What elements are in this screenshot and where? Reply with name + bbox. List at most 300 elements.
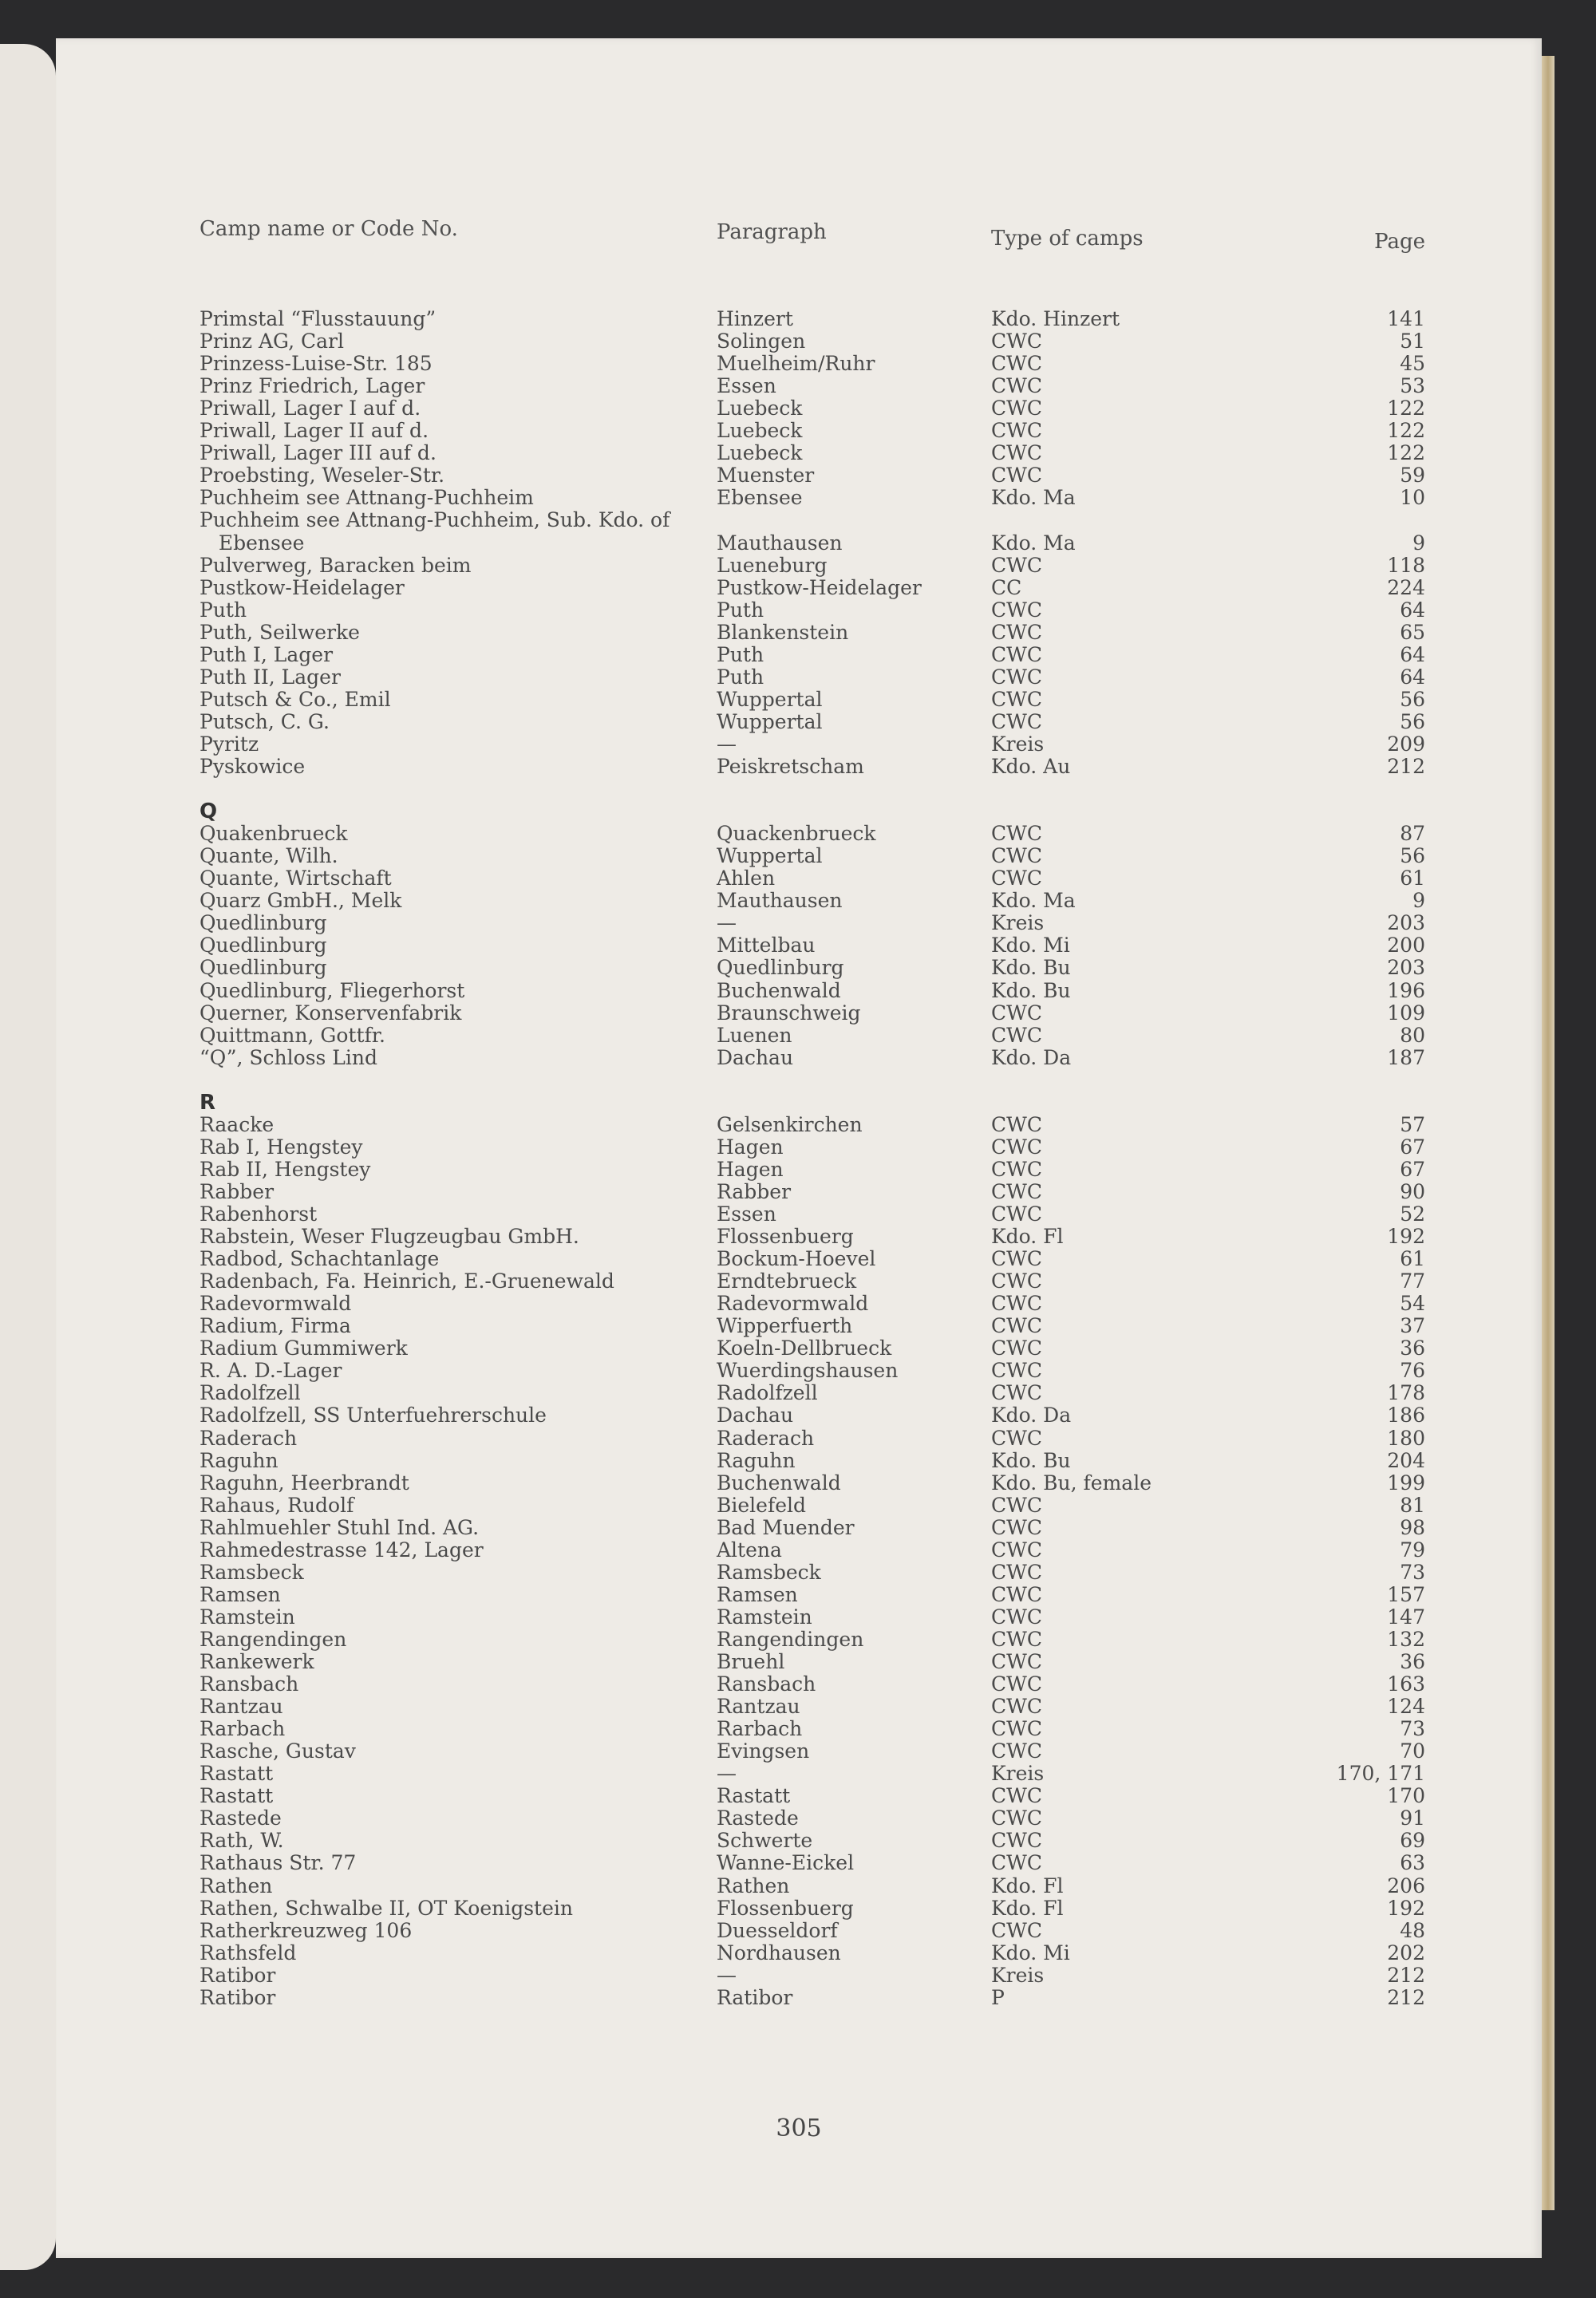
camp-name: Radium, Firma: [200, 1314, 351, 1338]
table-row: [56, 1136, 1542, 1159]
camp-name: Quarz GmbH., Melk: [200, 889, 402, 913]
camp-type-cell: CWC: [991, 397, 1042, 421]
page-ref-cell: 203: [1387, 956, 1425, 980]
camp-type-cell: CWC: [991, 1247, 1042, 1271]
camp-name: Rastatt: [200, 1784, 274, 1808]
table-row: [56, 1382, 1542, 1404]
camp-type-cell: CWC: [991, 1202, 1042, 1226]
table-row: [56, 1427, 1542, 1450]
camp-type-cell: CWC: [991, 464, 1042, 488]
page-ref-cell: 212: [1387, 1985, 1425, 2009]
camp-name: R. A. D.-Lager: [200, 1359, 342, 1383]
table-row: [56, 1069, 1542, 1092]
paragraph-cell: Luebeck: [717, 397, 803, 421]
section-heading-row: [56, 800, 1542, 823]
camp-name: Pulverweg, Baracken beim: [200, 553, 472, 577]
camp-type-cell: Kdo. Da: [991, 1045, 1072, 1069]
page-ref-cell: 73: [1400, 1717, 1425, 1741]
camp-type-cell: CWC: [991, 709, 1042, 733]
camp-type-cell: CWC: [991, 1672, 1042, 1696]
table-row: [56, 1404, 1542, 1427]
camp-name: Quedlinburg, Fliegerhorst: [200, 978, 465, 1002]
paragraph-cell: Ransbach: [717, 1672, 816, 1696]
page-ref-cell: 56: [1400, 844, 1425, 868]
page-ref-cell: 204: [1387, 1448, 1425, 1472]
table-row: [56, 420, 1542, 442]
table-row: [56, 756, 1542, 778]
page-ref-cell: 192: [1387, 1896, 1425, 1920]
paragraph-cell: Luenen: [717, 1023, 792, 1047]
camp-type-cell: Kdo. Au: [991, 755, 1071, 778]
camp-type-cell: Kdo. Ma: [991, 889, 1076, 913]
camp-name: Radenbach, Fa. Heinrich, E.-Gruenewald: [200, 1269, 614, 1293]
camp-type-cell: CWC: [991, 1717, 1042, 1741]
table-row: [56, 353, 1542, 375]
page-ref-cell: 132: [1387, 1627, 1425, 1651]
page-ref-cell: 69: [1400, 1829, 1425, 1853]
paragraph-cell: Lueneburg: [717, 553, 828, 577]
page-ref-cell: 65: [1400, 620, 1425, 644]
paragraph-cell: Quackenbrueck: [717, 822, 876, 846]
camp-name: Puth II, Lager: [200, 665, 341, 689]
page-ref-cell: 118: [1387, 553, 1425, 577]
camp-type-cell: Kdo. Fl: [991, 1874, 1064, 1897]
paragraph-cell: Rastatt: [717, 1784, 791, 1808]
camp-type-cell: CWC: [991, 1269, 1042, 1293]
table-row: [56, 1159, 1542, 1181]
camp-name: Radbod, Schachtanlage: [200, 1247, 440, 1271]
table-row: [56, 555, 1542, 577]
table-row: [56, 1897, 1542, 1920]
table-row: [56, 1494, 1542, 1517]
paragraph-cell: Schwerte: [717, 1829, 813, 1853]
page-ref-cell: 10: [1400, 486, 1425, 510]
camp-type-cell: CWC: [991, 374, 1042, 398]
camp-name: Ramsbeck: [200, 1560, 304, 1584]
page-ref-cell: 178: [1387, 1381, 1425, 1405]
table-row: [56, 487, 1542, 509]
table-row: [56, 1248, 1542, 1270]
page-ref-cell: 199: [1387, 1471, 1425, 1494]
camp-name: Rangendingen: [200, 1627, 347, 1651]
page-ref-cell: 90: [1400, 1179, 1425, 1203]
paragraph-cell: Buchenwald: [717, 978, 841, 1002]
camp-type-cell: Kdo. Da: [991, 1404, 1072, 1427]
paragraph-cell: Ramsen: [717, 1582, 798, 1606]
page-ref-cell: 77: [1400, 1269, 1425, 1293]
page-ref-cell: 64: [1400, 665, 1425, 689]
paragraph-cell: Muenster: [717, 464, 815, 488]
camp-name: Rantzau: [200, 1695, 283, 1719]
paragraph-cell: Essen: [717, 374, 776, 398]
camp-name: Quakenbrueck: [200, 822, 348, 846]
camp-name: Rahmedestrasse 142, Lager: [200, 1538, 484, 1562]
page-ref-cell: 170: [1387, 1784, 1425, 1808]
camp-name: Quante, Wirtschaft: [200, 867, 392, 890]
camp-type-cell: CWC: [991, 1426, 1042, 1450]
page-ref-cell: 64: [1400, 598, 1425, 622]
table-row: [56, 1226, 1542, 1248]
table-row: [56, 1337, 1542, 1360]
page-ref-cell: 79: [1400, 1538, 1425, 1562]
paragraph-cell: Mauthausen: [717, 889, 843, 913]
camp-type-cell: CWC: [991, 1739, 1042, 1763]
camp-type-cell: P: [991, 1985, 1005, 2009]
camp-type-cell: CWC: [991, 1135, 1042, 1159]
camp-type-cell: Kdo. Bu, female: [991, 1471, 1152, 1494]
page-ref-cell: 192: [1387, 1225, 1425, 1249]
page-ref-cell: 212: [1387, 1963, 1425, 1987]
camp-type-cell: Kdo. Ma: [991, 531, 1076, 555]
table-row: [56, 599, 1542, 622]
paragraph-cell: —: [717, 732, 737, 756]
table-row: [56, 1360, 1542, 1382]
camp-name: Priwall, Lager III auf d.: [200, 441, 437, 465]
page-ref-cell: 91: [1400, 1806, 1425, 1830]
paragraph-cell: Rangendingen: [717, 1627, 864, 1651]
page-ref-cell: 70: [1400, 1739, 1425, 1763]
table-row: [56, 330, 1542, 353]
camp-type-cell: Kdo. Mi: [991, 1941, 1070, 1964]
camp-name: Primstal “Flusstauung”: [200, 307, 437, 330]
paragraph-cell: —: [717, 1762, 737, 1786]
page-stack-edge: [1542, 56, 1555, 2210]
camp-type-cell: CWC: [991, 1784, 1042, 1808]
camp-name: Raguhn, Heerbrandt: [200, 1471, 409, 1494]
table-row: [56, 442, 1542, 464]
camp-type-cell: CWC: [991, 1829, 1042, 1853]
table-row: [56, 890, 1542, 912]
paragraph-cell: Bockum-Hoevel: [717, 1247, 876, 1271]
table-row: [56, 867, 1542, 890]
page-ref-cell: 56: [1400, 687, 1425, 711]
camp-type-cell: CWC: [991, 1337, 1042, 1360]
camp-name: Rab I, Hengstey: [200, 1135, 363, 1159]
camp-name: Radevormwald: [200, 1292, 352, 1316]
camp-name: Puth I, Lager: [200, 642, 334, 666]
paragraph-cell: Hagen: [717, 1135, 784, 1159]
camp-name: Quedlinburg: [200, 956, 327, 980]
camp-name: Proebsting, Weseler-Str.: [200, 464, 445, 488]
camp-name: Rathaus Str. 77: [200, 1851, 357, 1875]
page-ref-cell: 59: [1400, 464, 1425, 488]
page-ref-cell: 81: [1400, 1493, 1425, 1517]
camp-name: Priwall, Lager II auf d.: [200, 419, 429, 443]
camp-name: Putsch & Co., Emil: [200, 687, 391, 711]
paragraph-cell: Evingsen: [717, 1739, 810, 1763]
paragraph-cell: Wanne-Eickel: [717, 1851, 855, 1875]
camp-type-cell: CWC: [991, 1806, 1042, 1830]
page-ref-cell: 98: [1400, 1515, 1425, 1539]
camp-type-cell: CWC: [991, 1627, 1042, 1651]
camp-name: Puchheim see Attnang-Puchheim: [200, 486, 534, 510]
page-ref-cell: 124: [1387, 1695, 1425, 1719]
table-row: [56, 1047, 1542, 1069]
camp-type-cell: CWC: [991, 598, 1042, 622]
camp-name: Puchheim see Attnang-Puchheim, Sub. Kdo. of: [200, 508, 670, 532]
paragraph-cell: Solingen: [717, 330, 806, 353]
paragraph-cell: Rantzau: [717, 1695, 800, 1719]
page-ref-cell: 61: [1400, 867, 1425, 890]
table-row: [56, 1740, 1542, 1763]
camp-name: Rabstein, Weser Flugzeugbau GmbH.: [200, 1225, 579, 1249]
paragraph-cell: Puth: [717, 598, 764, 622]
paragraph-cell: Radolfzell: [717, 1381, 818, 1405]
page-ref-cell: 36: [1400, 1337, 1425, 1360]
camp-type-cell: CWC: [991, 419, 1042, 443]
paragraph-cell: Wuppertal: [717, 709, 823, 733]
camp-type-cell: CC: [991, 575, 1022, 599]
camp-name: Ebensee: [200, 531, 305, 555]
table-row: [56, 1450, 1542, 1472]
page-ref-cell: 73: [1400, 1560, 1425, 1584]
camp-type-cell: CWC: [991, 1560, 1042, 1584]
paragraph-cell: Blankenstein: [717, 620, 849, 644]
paragraph-cell: Hinzert: [717, 307, 793, 330]
camp-type-cell: CWC: [991, 1112, 1042, 1136]
column-header-page: Page: [1374, 230, 1425, 254]
page-ref-cell: 209: [1387, 732, 1425, 756]
camp-name: Ratibor: [200, 1963, 276, 1987]
table-row: [56, 1673, 1542, 1696]
table-row: [56, 397, 1542, 420]
camp-name: Rankewerk: [200, 1650, 314, 1673]
paragraph-cell: Rastede: [717, 1806, 799, 1830]
camp-type-cell: CWC: [991, 867, 1042, 890]
camp-name: Rahlmuehler Stuhl Ind. AG.: [200, 1515, 480, 1539]
table-row: [56, 823, 1542, 845]
paragraph-cell: Wuppertal: [717, 844, 823, 868]
paragraph-cell: Flossenbuerg: [717, 1896, 854, 1920]
column-header-name: Camp name or Code No.: [200, 217, 458, 241]
paragraph-cell: Ramsbeck: [717, 1560, 821, 1584]
camp-name: Rahaus, Rudolf: [200, 1493, 354, 1517]
paragraph-cell: Wuppertal: [717, 687, 823, 711]
camp-type-cell: CWC: [991, 1582, 1042, 1606]
page-ref-cell: 109: [1387, 1001, 1425, 1025]
camp-name: Quedlinburg: [200, 934, 327, 958]
document-page: [56, 38, 1542, 2258]
camp-type-cell: Kdo. Fl: [991, 1225, 1064, 1249]
table-row: [56, 1875, 1542, 1897]
table-row: [56, 1539, 1542, 1562]
page-ref-cell: 141: [1387, 307, 1425, 330]
camp-type-cell: CWC: [991, 687, 1042, 711]
table-row: [56, 622, 1542, 644]
paragraph-cell: Bielefeld: [717, 1493, 806, 1517]
page-ref-cell: 122: [1387, 397, 1425, 421]
page-ref-cell: 53: [1400, 374, 1425, 398]
camp-type-cell: CWC: [991, 844, 1042, 868]
camp-type-cell: Kreis: [991, 1963, 1045, 1987]
table-row: [56, 778, 1542, 800]
camp-type-cell: CWC: [991, 1918, 1042, 1942]
page-ref-cell: 45: [1400, 352, 1425, 376]
page-ref-cell: 163: [1387, 1672, 1425, 1696]
table-row: [56, 1002, 1542, 1025]
camp-type-cell: CWC: [991, 642, 1042, 666]
camp-name: “Q”, Schloss Lind: [200, 1045, 377, 1069]
camp-type-cell: CWC: [991, 553, 1042, 577]
table-row: [56, 1852, 1542, 1874]
paragraph-cell: Raguhn: [717, 1448, 796, 1472]
page-ref-cell: 76: [1400, 1359, 1425, 1383]
camp-name: Radolfzell: [200, 1381, 301, 1405]
page-number: 305: [776, 2114, 822, 2142]
table-row: [56, 1181, 1542, 1203]
page-ref-cell: 61: [1400, 1247, 1425, 1271]
paragraph-cell: Duesseldorf: [717, 1918, 838, 1942]
page-ref-cell: 157: [1387, 1582, 1425, 1606]
table-row: [56, 1763, 1542, 1785]
camp-name: Ramstein: [200, 1605, 295, 1629]
camp-name: Prinz AG, Carl: [200, 330, 344, 353]
camp-type-cell: CWC: [991, 1695, 1042, 1719]
section-letter: R: [200, 1090, 216, 1115]
camp-type-cell: CWC: [991, 1605, 1042, 1629]
camp-type-cell: Kdo. Bu: [991, 956, 1071, 980]
camp-type-cell: Kdo. Bu: [991, 978, 1071, 1002]
paragraph-cell: Rathen: [717, 1874, 790, 1897]
camp-name: Ramsen: [200, 1582, 281, 1606]
paragraph-cell: Braunschweig: [717, 1001, 861, 1025]
camp-type-cell: Kdo. Bu: [991, 1448, 1071, 1472]
page-ref-cell: 67: [1400, 1157, 1425, 1181]
page-ref-cell: 200: [1387, 934, 1425, 958]
table-row: [56, 1718, 1542, 1740]
camp-name: Ratibor: [200, 1985, 276, 2009]
table-row: [56, 1315, 1542, 1337]
column-header-type: Type of camps: [991, 227, 1144, 251]
camp-name: Prinz Friedrich, Lager: [200, 374, 425, 398]
page-ref-cell: 180: [1387, 1426, 1425, 1450]
camp-type-cell: CWC: [991, 1157, 1042, 1181]
camp-type-cell: CWC: [991, 1314, 1042, 1338]
page-ref-cell: 56: [1400, 709, 1425, 733]
camp-type-cell: CWC: [991, 1292, 1042, 1316]
table-row: [56, 1942, 1542, 1964]
paragraph-cell: Pustkow-Heidelager: [717, 575, 922, 599]
camp-name: Radolfzell, SS Unterfuehrerschule: [200, 1404, 547, 1427]
page-ref-cell: 57: [1400, 1112, 1425, 1136]
camp-name: Rathen: [200, 1874, 273, 1897]
paragraph-cell: Peiskretscham: [717, 755, 864, 778]
table-row: [56, 1114, 1542, 1136]
page-ref-cell: 122: [1387, 441, 1425, 465]
paragraph-cell: Flossenbuerg: [717, 1225, 854, 1249]
table-row: [56, 464, 1542, 487]
paragraph-cell: Rarbach: [717, 1717, 803, 1741]
table-row: [56, 1584, 1542, 1606]
camp-type-cell: CWC: [991, 1359, 1042, 1383]
camp-type-cell: CWC: [991, 822, 1042, 846]
camp-name: Pustkow-Heidelager: [200, 575, 405, 599]
camp-type-cell: CWC: [991, 1851, 1042, 1875]
page-ref-cell: 122: [1387, 419, 1425, 443]
table-row: [56, 1517, 1542, 1539]
page-ref-cell: 9: [1412, 889, 1425, 913]
paragraph-cell: Mittelbau: [717, 934, 816, 958]
paragraph-cell: Ramstein: [717, 1605, 812, 1629]
page-ref-cell: 212: [1387, 755, 1425, 778]
camp-name: Puth, Seilwerke: [200, 620, 360, 644]
table-row: [56, 1785, 1542, 1807]
table-row: [56, 577, 1542, 599]
page-ref-cell: 87: [1400, 822, 1425, 846]
paragraph-cell: —: [717, 1963, 737, 1987]
camp-name: Rabber: [200, 1179, 275, 1203]
section-letter: Q: [200, 800, 218, 824]
table-row: [56, 1964, 1542, 1987]
paragraph-cell: Ahlen: [717, 867, 776, 890]
table-row: [56, 308, 1542, 330]
camp-name: Rasche, Gustav: [200, 1739, 356, 1763]
paragraph-cell: Bruehl: [717, 1650, 785, 1673]
paragraph-cell: Altena: [717, 1538, 782, 1562]
table-row: [56, 532, 1542, 555]
camp-name: Rastatt: [200, 1762, 274, 1786]
page-ref-cell: 54: [1400, 1292, 1425, 1316]
camp-name: Rastede: [200, 1806, 282, 1830]
camp-type-cell: CWC: [991, 1650, 1042, 1673]
paragraph-cell: Dachau: [717, 1404, 794, 1427]
paragraph-cell: Puth: [717, 665, 764, 689]
camp-type-cell: CWC: [991, 441, 1042, 465]
table-row: [56, 1651, 1542, 1673]
paragraph-cell: Gelsenkirchen: [717, 1112, 863, 1136]
camp-type-cell: Kreis: [991, 732, 1045, 756]
camp-type-cell: Kreis: [991, 1762, 1045, 1786]
camp-name: Puth: [200, 598, 247, 622]
paragraph-cell: Muelheim/Ruhr: [717, 352, 875, 376]
camp-name: Quittmann, Gottfr.: [200, 1023, 385, 1047]
page-ref-cell: 224: [1387, 575, 1425, 599]
table-row: [56, 375, 1542, 397]
paragraph-cell: Essen: [717, 1202, 776, 1226]
page-ref-cell: 196: [1387, 978, 1425, 1002]
camp-name: Rathen, Schwalbe II, OT Koenigstein: [200, 1896, 573, 1920]
camp-name: Putsch, C. G.: [200, 709, 330, 733]
camp-type-cell: Kdo. Hinzert: [991, 307, 1120, 330]
paragraph-cell: Mauthausen: [717, 531, 843, 555]
camp-name: Quedlinburg: [200, 911, 327, 935]
page-ref-cell: 203: [1387, 911, 1425, 935]
camp-name: Rabenhorst: [200, 1202, 318, 1226]
section-heading-row: [56, 1092, 1542, 1114]
camp-name: Priwall, Lager I auf d.: [200, 397, 421, 421]
paragraph-cell: Luebeck: [717, 419, 803, 443]
table-row: [56, 1920, 1542, 1942]
table-row: [56, 1696, 1542, 1718]
page-ref-cell: 9: [1412, 531, 1425, 555]
table-row: [56, 733, 1542, 756]
table-row: [56, 689, 1542, 711]
camp-name: Raacke: [200, 1112, 275, 1136]
camp-type-cell: CWC: [991, 1001, 1042, 1025]
paragraph-cell: Ratibor: [717, 1985, 793, 2009]
page-ref-cell: 63: [1400, 1851, 1425, 1875]
camp-name: Raderach: [200, 1426, 298, 1450]
table-row: [56, 711, 1542, 733]
camp-type-cell: Kdo. Fl: [991, 1896, 1064, 1920]
paragraph-cell: Wuerdingshausen: [717, 1359, 899, 1383]
paragraph-cell: Radevormwald: [717, 1292, 869, 1316]
page-ref-cell: 64: [1400, 642, 1425, 666]
camp-name: Querner, Konservenfabrik: [200, 1001, 462, 1025]
table-row: [56, 1987, 1542, 2009]
paragraph-cell: Luebeck: [717, 441, 803, 465]
page-ref-cell: 202: [1387, 1941, 1425, 1964]
